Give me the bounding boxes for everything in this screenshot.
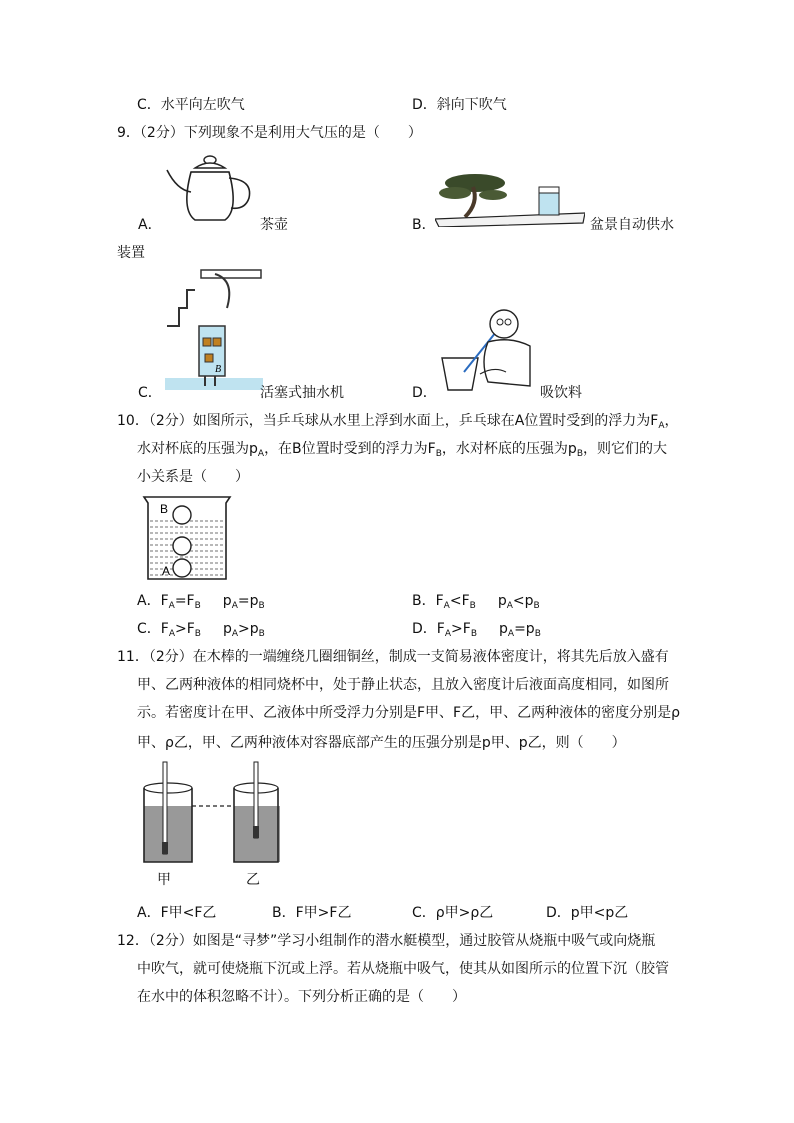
pump-label-b: B	[215, 364, 222, 375]
q9-option-b-letter: B．	[412, 217, 436, 233]
piston-pump-figure	[165, 268, 263, 390]
q9-option-a-letter: A．	[138, 217, 162, 233]
bonsai-figure	[435, 165, 585, 227]
q9-option-c-letter: C．	[138, 385, 162, 401]
q9-option-d-caption: 吸饮料	[540, 385, 582, 401]
beaker-balls-figure	[142, 495, 232, 581]
q9-option-a-caption: 茶壶	[260, 217, 288, 233]
q11-line2: 甲、乙两种液体的相同烧杯中，处于静止状态，且放入密度计后液面高度相同，如图所	[137, 677, 669, 693]
q8-option-c: C．水平向左吹气	[137, 97, 245, 113]
q9-option-b-caption: 盆景自动供水	[590, 217, 674, 233]
q11-option-c: C．ρ甲>ρ乙	[412, 905, 494, 921]
q11-option-b: B．F甲>F乙	[272, 905, 352, 921]
q8-option-d: D．斜向下吹气	[412, 97, 507, 113]
q12-line1: 12．（2分）如图是“寻梦”学习小组制作的潜水艇模型，通过胶管从烧瓶中吸气或向烧瓶	[117, 933, 656, 949]
cup-label-jia: 甲	[157, 872, 171, 888]
q10-option-b: B．$F_A<F_B$ $p_A<p_B$	[412, 593, 540, 611]
q10-option-c: C．$F_A>F_B$ $p_A>p_B$	[137, 621, 265, 639]
drinking-straw-figure	[440, 302, 532, 392]
teapot-figure	[163, 150, 258, 225]
q12-line3: 在水中的体积忽略不计）。下列分析正确的是（ ）	[137, 989, 466, 1005]
q10-option-a: A．$F_A=F_B$ $p_A=p_B$	[137, 593, 265, 611]
fig-label-a: A	[162, 564, 171, 578]
q11-line4: 甲、ρ乙，甲、乙两种液体对容器底部产生的压强分别是p甲、p乙，则（ ）	[137, 735, 626, 751]
q10-option-d: D．$F_A>F_B$ $p_A=p_B$	[412, 621, 541, 639]
q11-option-a: A．F甲<F乙	[137, 905, 217, 921]
q12-line2: 中吹气，就可使烧瓶下沉或上浮。若从烧瓶中吸气，使其从如图所示的位置下沉（胶管	[137, 961, 669, 977]
q9-option-b-caption-cont: 装置	[117, 245, 145, 261]
q10-line2: 水对杯底的压强为$p_A$，在B位置时受到的浮力为$F_B$，水对杯底的压强为$p_B$，则它们的大	[137, 441, 667, 459]
cup-label-yi: 乙	[246, 872, 260, 888]
hydrometer-cups-figure	[140, 760, 280, 868]
q10-line3: 小关系是（ ）	[137, 469, 249, 485]
q11-option-d: D．p甲<p乙	[546, 905, 629, 921]
fig-label-b: B	[160, 502, 169, 516]
q9-option-d-letter: D．	[412, 385, 437, 401]
q11-line3: 示。若密度计在甲、乙液体中所受浮力分别是F甲、F乙，甲、乙两种液体的密度分别是ρ	[137, 705, 680, 721]
q10-line1: 10．（2分）如图所示，当乒乓球从水里上浮到水面上，乒乓球在A位置时受到的浮力为$F_A$，	[117, 413, 679, 431]
q11-line1: 11．（2分）在木棒的一端缠绕几圈细铜丝，制成一支简易液体密度计，将其先后放入盛有	[117, 649, 669, 665]
q9-stem: 9．（2分）下列现象不是利用大气压的是（ ）	[117, 125, 422, 141]
q9-option-c-caption: 活塞式抽水机	[260, 385, 344, 401]
